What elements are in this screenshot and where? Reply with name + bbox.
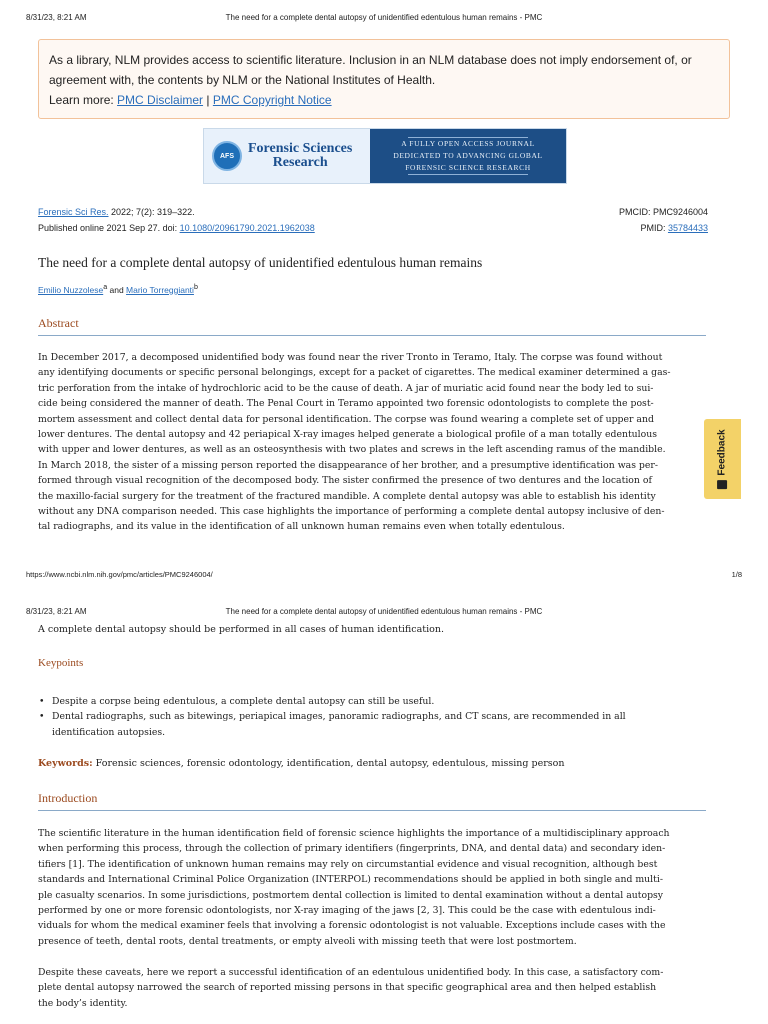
print-datetime: 8/31/23, 8:21 AM — [26, 607, 87, 616]
list-item: • Dental radiographs, such as bitewings, periapical images, panoramic radiographs, and CT scans, are recommended in all identification autopsies. — [38, 709, 678, 740]
feedback-button[interactable] — [704, 419, 741, 499]
feedback-label: Feedback — [717, 428, 729, 476]
journal-link[interactable]: Forensic Sci Res. — [38, 207, 109, 217]
text-line: when performing this process, through the collection of primary identifiers (fingerprints, DNA, and dental data) and secondary iden- — [38, 843, 666, 855]
print-title: The need for a complete dental autopsy of unidentified edentulous human remains - PMC — [225, 13, 543, 22]
text-line: formed through visual recognition of the decomposed body. The sister confirmed the presence of two dentures and the location of — [38, 475, 652, 487]
notice-text: As a library, NLM provides access to scientific literature. Inclusion in an NLM database does not imply endorsement of, or agreement with, the contents by NLM or the National Institutes of Health. — [49, 53, 692, 87]
published-line — [38, 223, 708, 233]
text-line: cide being considered the manner of death. The Penal Court in Teramo appointed two forensic odontologists to complete the post- — [38, 398, 654, 410]
introduction-heading: Introduction — [38, 791, 706, 811]
text-line: ple casualty scenarios. In some jurisdictions, postmortem dental collection is limited to dental examination without a dental autopsy — [38, 889, 664, 901]
pmc-disclaimer-link[interactable]: PMC Disclaimer — [117, 93, 204, 107]
keypoints-list — [38, 694, 678, 740]
text-line: tric perforation from the intake of hydrochloric acid to be the cause of death. A jar of muriatic acid found near the body led to sui- — [38, 382, 654, 394]
print-title: The need for a complete dental autopsy of unidentified edentulous human remains - PMC — [225, 607, 543, 616]
journal-logo-icon: AFS — [212, 141, 242, 171]
text-line: the maxillo-facial surgery for the treatment of the fractured mandible. A complete dental autopsy was able to establish his identity — [38, 490, 656, 502]
author-list: Emilio Nuzzolese$^a$ and Mario Torreggianti$^b$ — [38, 283, 198, 295]
text-line: mortem assessment and collect dental data for personal identification. The corpse was found wearing a complete set of upper and — [38, 413, 654, 425]
pmid-link[interactable]: 35784433 — [667, 223, 708, 233]
text-line: plete dental autopsy narrowed the search of reported missing persons in that specific geographical area and then helped establish — [38, 982, 657, 994]
abstract-heading: Abstract — [38, 316, 706, 336]
notice-learn-more: Learn more: PMC Disclaimer | PMC Copyright Notice — [49, 93, 332, 107]
text-line: any identifying documents or specific personal belongings, except for a packet of cigarettes. The medical examiner determined a gas- — [38, 367, 671, 379]
nlm-disclaimer-notice — [38, 39, 730, 119]
keypoints-heading: Keypoints — [38, 657, 84, 669]
text-line: performed by one or more forensic odontologists, nor X-ray imaging of the jaws [2, 3]. This could be the case with edentulous indi- — [38, 905, 656, 917]
text-line: with upper and lower dentures, as well as an osteosynthesis with two plates and screws in the left ascending ramus of the mandible. — [38, 444, 666, 456]
introduction-paragraph — [38, 965, 708, 1011]
feedback-icon — [718, 480, 728, 489]
text-line: lower dentures. The dental autopsy and 42 periapical X-ray images helped generate a biological profile of a man totally edentulous — [38, 429, 657, 441]
affiliation-marker: b — [193, 283, 198, 291]
text-line: presence of teeth, dental roots, dental treatments, or empty alveoli with missing teeth that were lost postmortem. — [38, 935, 577, 947]
citation-text: 2022; 7(2): 319–322. — [108, 207, 195, 217]
abstract-text — [38, 350, 708, 535]
pmc-copyright-link[interactable]: PMC Copyright Notice — [212, 93, 332, 107]
pmid: PMID: 35784433 — [640, 223, 708, 233]
text-line: In March 2018, the sister of a missing person reported the disappearance of her brother, and a presumptive identification was per- — [38, 459, 658, 471]
text-line: The scientific literature in the human identification field of forensic science highlights the importance of a multidisciplinary approach — [38, 828, 670, 839]
text-line: viduals for whom the medical examiner feels that involving a forensic odontologist is not valuable. Exceptions include cases with the — [38, 920, 666, 932]
summary-sentence: A complete dental autopsy should be performed in all cases of human identification. — [38, 624, 444, 635]
print-datetime: 8/31/23, 8:21 AM — [26, 13, 87, 22]
text-line: tal radiographs, and its value in the identification of all unknown human remains even when totally edentulous. — [38, 521, 565, 533]
text-line: without any DNA comparison needed. This case highlights the importance of performing a complete dental autopsy inclusive of den- — [38, 506, 665, 518]
published-text: Published online 2021 Sep 27. doi: — [38, 223, 180, 233]
keywords-label: Keywords: — [38, 758, 93, 769]
print-url: https://www.ncbi.nlm.nih.gov/pmc/articles/PMC9246004/ — [26, 570, 213, 579]
affiliation-marker: a — [103, 283, 108, 291]
text-line: Despite these caveats, here we report a successful identification of an edentulous unidentified body. In this case, a satisfactory com- — [38, 967, 664, 978]
author-link[interactable]: Mario Torreggianti — [126, 284, 194, 295]
text-line: tifiers [1]. The identification of unknown human remains may rely on circumstantial evidence and visual recognition, although best — [38, 858, 658, 870]
banner-divider — [408, 174, 528, 175]
text-line: the body’s identity. — [38, 997, 128, 1009]
journal-name: Forensic Sciences Research — [248, 141, 353, 170]
banner-tagline: A FULLY OPEN ACCESS JOURNAL DEDICATED TO ADVANCING GLOBAL FORENSIC SCIENCE RESEARCH — [370, 129, 566, 183]
text-line: standards and International Criminal Police Organization (INTERPOL) recommendations should be applied in both single and multi- — [38, 874, 663, 886]
citation-line — [38, 207, 708, 217]
pmcid: PMCID: PMC9246004 — [618, 207, 708, 217]
journal-banner[interactable] — [203, 128, 567, 184]
text-line: In December 2017, a decomposed unidentified body was found near the river Tronto in Teramo, Italy. The corpse was found without — [38, 352, 663, 363]
page-number: 1/8 — [731, 570, 742, 579]
article-title: The need for a complete dental autopsy of unidentified edentulous human remains — [38, 255, 483, 270]
introduction-paragraph — [38, 826, 708, 949]
banner-left — [204, 129, 370, 183]
author-link[interactable]: Emilio Nuzzolese — [38, 284, 104, 295]
list-item: • Despite a corpse being edentulous, a complete dental autopsy can still be useful. — [38, 694, 678, 709]
keywords-text: Forensic sciences, forensic odontology, identification, dental autopsy, edentulous, missing person — [92, 758, 565, 769]
keywords-line — [38, 758, 565, 769]
doi-link[interactable]: 10.1080/20961790.2021.1962038 — [179, 223, 315, 233]
